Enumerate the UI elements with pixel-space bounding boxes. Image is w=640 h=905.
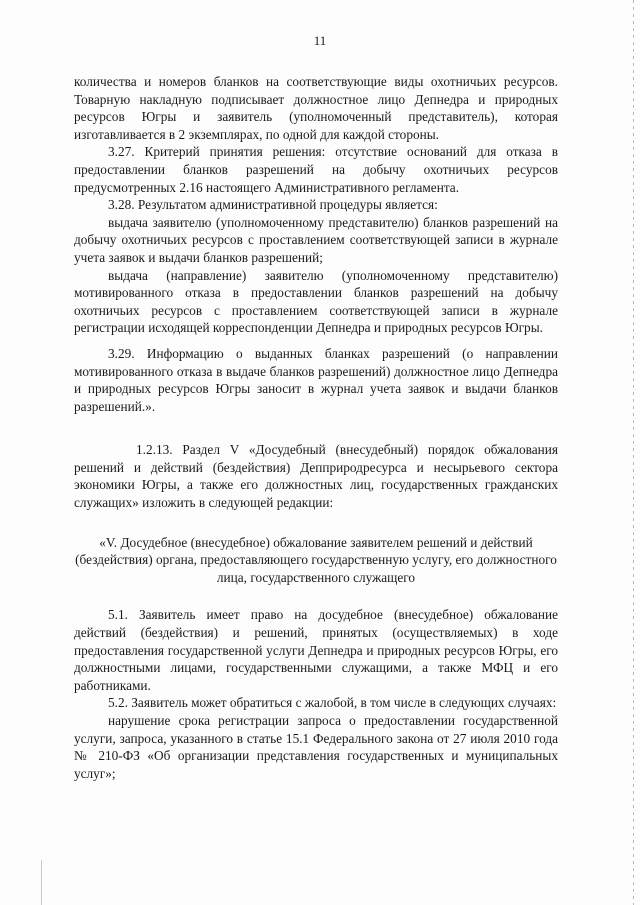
paragraph-5-1: 5.1. Заявитель имеет право на досудебное (внесудебное) обжалование действий (бездействия) и решений, принятых (осуществляемых) в ходе предоставления государственной услуги Депнедра и природных ресурсов Югры, его должностными лицами, государственными служащими, а также МФЦ и его работниками. [74,607,558,693]
paragraph-issue-forms: выдача заявителю (уполномоченному представителю) бланков разрешений на добычу охотничьих ресурсов с проставлением соответствующей записи в журнале учета заявок и выдачи бланков разрешений; [74,214,558,265]
paragraph-3-27: 3.27. Критерий принятия решения: отсутствие оснований для отказа в предоставлении бланков разрешений на добычу охотничьих ресурсов предусмотренных 2.16 настоящего Административного регламента. [74,144,558,195]
section-v-title: «V. Досудебное (внесудебное) обжалование заявителем решений и действий (бездействия) органа, предоставляющего государственную услугу, его должностного лица, государственного служащего [75,534,557,585]
paragraph-5-2: 5.2. Заявитель может обратиться с жалобой, в том числе в следующих случаях: [108,695,557,711]
paragraph-violation-deadline: нарушение срока регистрации запроса о предоставлении государственной услуги, запроса, указанного в статье 15.1 Федерального закона от 27 июля 2010 года № 210-ФЗ «Об организации представления государственных и муниципальных услуг»; [74,713,558,781]
paragraph-3-28: 3.28. Результатом административной процедуры является: [108,197,438,213]
page-number: 11 [313,33,327,48]
paragraph-continuation: количества и номеров бланков на соответствующие виды охотничьих ресурсов. Товарную накладную подписывает должностное лицо Депнедра и природных ресурсов Югры и заявитель (уполномоченный представитель), которая изготавливается в 2 экземплярах, по одной для каждой стороны. [74,74,558,142]
document-body [74,73,558,782]
paragraph-1-2-13: 1.2.13. Раздел V «Досудебный (внесудебный) порядок обжалования решений и действий (бездействия) Депприродресурса и несырьевого сектора экономики Югры, а также его должностных лиц, государственных гражданских служащих» изложить в следующей редакции: [74,442,558,511]
scan-edge-left [41,860,42,905]
paragraph-issue-refusal: выдача (направление) заявителю (уполномоченному представителю) мотивированного отказа в предоставлении бланков разрешений на добычу охотничьих ресурсов с проставлением соответствующей записи в журнале регистрации исходящей корреспонденции Депнедра и природных ресурсов Югры. [74,267,558,336]
paragraph-3-29: 3.29. Информацию о выданных бланках разрешений (о направлении мотивированного отказа в выдаче бланков разрешений) должностное лицо Депнедра и природных ресурсов Югры заносит в журнал учета заявок и выдачи бланков разрешений.». [74,345,558,414]
scan-edge-right [633,0,634,905]
